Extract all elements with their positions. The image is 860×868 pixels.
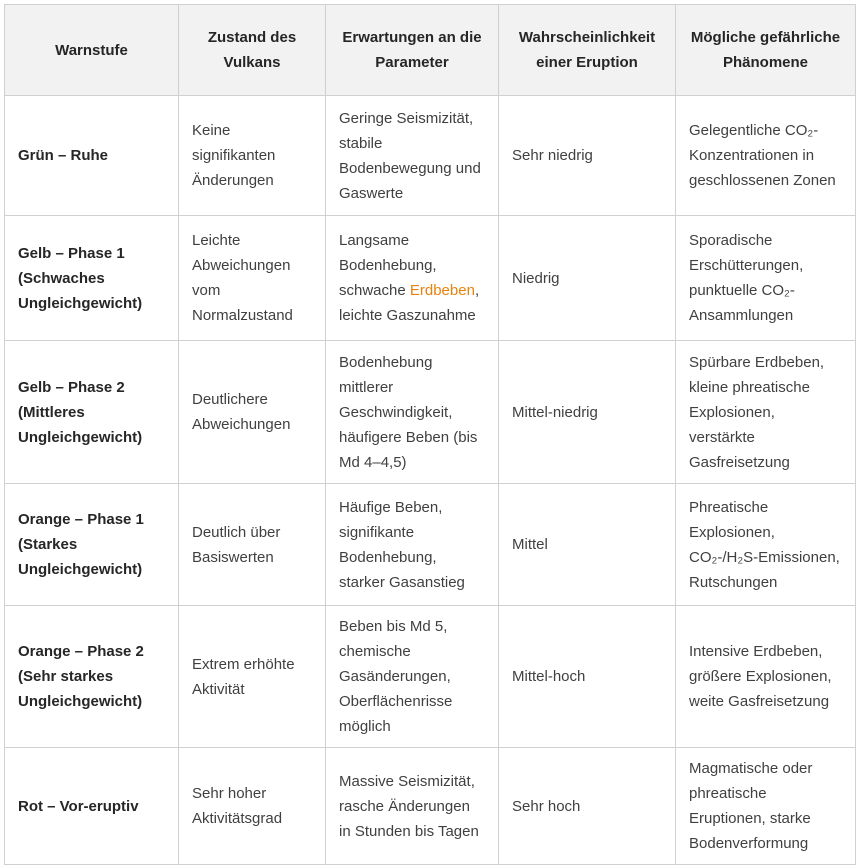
cell-warnstufe: Orange – Phase 1 (Starkes Ungleichgewicht): [5, 484, 179, 606]
cell-erwartungen: Geringe Seismizität, stabile Bodenbewegung und Gaswerte: [326, 96, 499, 216]
cell-wahrscheinlichkeit: Sehr niedrig: [499, 96, 676, 216]
cell-text: , leichte Gaszunahme: [339, 282, 480, 324]
table-row: [5, 341, 856, 484]
table-row: [5, 96, 856, 216]
table-row: [5, 606, 856, 748]
cell-warnstufe: Gelb – Phase 1 (Schwaches Ungleichgewicht): [5, 216, 179, 341]
cell-erwartungen: [326, 216, 499, 341]
cell-erwartungen: Bodenhebung mittlerer Geschwindigkeit, häufigere Beben (bis Md 4–4,5): [326, 341, 499, 484]
cell-erwartungen: Beben bis Md 5, chemische Gasänderungen, Oberflächenrisse möglich: [326, 606, 499, 748]
cell-zustand: Extrem erhöhte Aktivität: [179, 606, 326, 748]
volcano-warning-table: [4, 4, 856, 865]
column-header-wahrscheinlichkeit: Wahrscheinlichkeit einer Eruption: [499, 5, 676, 96]
cell-warnstufe: Rot – Vor-eruptiv: [5, 748, 179, 865]
table-body: [5, 96, 856, 865]
column-header-zustand: Zustand des Vulkans: [179, 5, 326, 96]
cell-phaenomene: Phreatische Explosionen, CO₂-/H₂S-Emissionen, Rutschungen: [676, 484, 856, 606]
cell-phaenomene: Intensive Erdbeben, größere Explosionen, weite Gasfreisetzung: [676, 606, 856, 748]
table-row: [5, 748, 856, 865]
cell-wahrscheinlichkeit: Mittel-hoch: [499, 606, 676, 748]
erdbeben-link[interactable]: Erdbeben: [409, 282, 475, 299]
table-header-row: [5, 5, 856, 96]
cell-zustand: Deutlich über Basiswerten: [179, 484, 326, 606]
table-row: [5, 484, 856, 606]
cell-phaenomene: Spürbare Erdbeben, kleine phreatische Explosionen, verstärkte Gasfreisetzung: [676, 341, 856, 484]
cell-zustand: Deutlichere Abweichungen: [179, 341, 326, 484]
cell-warnstufe: Orange – Phase 2 (Sehr starkes Ungleichgewicht): [5, 606, 179, 748]
cell-phaenomene: Gelegentliche CO₂-Konzentrationen in geschlossenen Zonen: [676, 96, 856, 216]
cell-wahrscheinlichkeit: Mittel-niedrig: [499, 341, 676, 484]
cell-zustand: Sehr hoher Aktivitätsgrad: [179, 748, 326, 865]
cell-text: Langsame Bodenhebung, schwache: [339, 232, 437, 299]
cell-warnstufe: Grün – Ruhe: [5, 96, 179, 216]
cell-wahrscheinlichkeit: Mittel: [499, 484, 676, 606]
column-header-warnstufe: Warnstufe: [5, 5, 179, 96]
column-header-phaenomene: Mögliche gefährliche Phänomene: [676, 5, 856, 96]
cell-phaenomene: Sporadische Erschütterungen, punktuelle CO₂-Ansammlungen: [676, 216, 856, 341]
cell-wahrscheinlichkeit: Sehr hoch: [499, 748, 676, 865]
column-header-erwartungen: Erwartungen an die Parameter: [326, 5, 499, 96]
cell-wahrscheinlichkeit: Niedrig: [499, 216, 676, 341]
cell-warnstufe: Gelb – Phase 2 (Mittleres Ungleichgewicht): [5, 341, 179, 484]
cell-zustand: Keine signifikanten Änderungen: [179, 96, 326, 216]
cell-erwartungen: Häufige Beben, signifikante Bodenhebung, starker Gasanstieg: [326, 484, 499, 606]
cell-phaenomene: Magmatische oder phreatische Eruptionen, starke Bodenverformung: [676, 748, 856, 865]
cell-zustand: Leichte Abweichungen vom Normalzustand: [179, 216, 326, 341]
cell-erwartungen: Massive Seismizität, rasche Änderungen in Stunden bis Tagen: [326, 748, 499, 865]
table-row: [5, 216, 856, 341]
